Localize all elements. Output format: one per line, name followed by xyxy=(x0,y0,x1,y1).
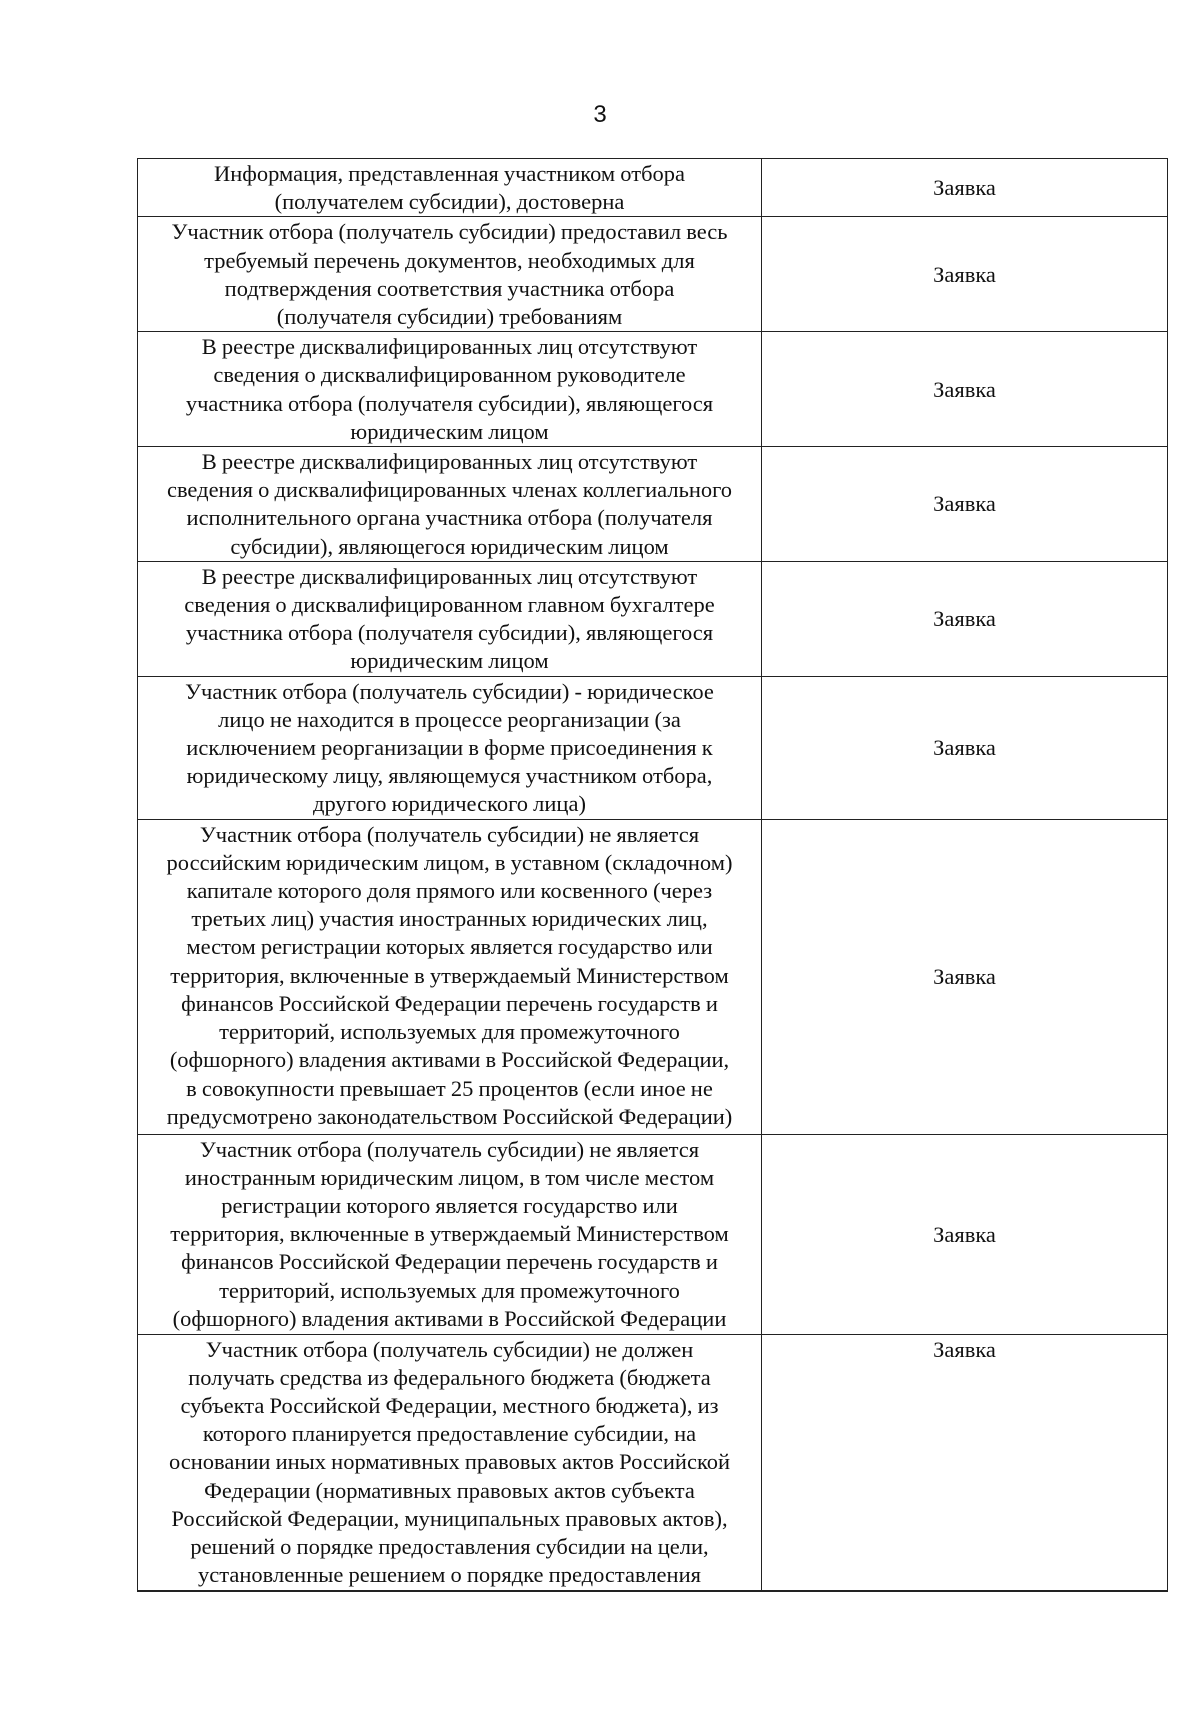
source-cell: Заявка xyxy=(762,447,1168,562)
requirement-line: финансов Российской Федерации перечень государств и xyxy=(181,1249,718,1275)
requirement-cell xyxy=(138,217,762,332)
table-row xyxy=(138,819,1168,1134)
requirement-line: Участник отбора (получатель субсидии) предоставил весь xyxy=(171,219,728,245)
requirement-line: основании иных нормативных правовых актов Российской xyxy=(168,1449,731,1475)
requirement-line: Участник отбора (получатель субсидии) не является xyxy=(199,1136,700,1162)
requirement-line: участника отбора (получателя субсидии), являющегося xyxy=(185,620,714,646)
requirement-cell xyxy=(138,1334,762,1591)
source-cell: Заявка xyxy=(762,1134,1168,1334)
requirement-cell xyxy=(138,332,762,447)
requirement-line: регистрации которого является государство или xyxy=(221,1193,678,1219)
requirement-line: установленные решением о порядке предоставления xyxy=(198,1562,701,1588)
requirement-line: юридическим лицом xyxy=(350,648,549,674)
requirement-line: получать средства из федерального бюджета (бюджета xyxy=(188,1364,711,1390)
requirement-line: сведения о дисквалифицированных членах коллегиального xyxy=(166,477,733,503)
source-cell: Заявка xyxy=(762,217,1168,332)
requirement-line: решений о порядке предоставления субсидии на цели, xyxy=(190,1534,709,1560)
table-row xyxy=(138,676,1168,819)
requirement-line: (получателем субсидии), достоверна xyxy=(274,189,625,215)
table-row xyxy=(138,561,1168,676)
requirement-line: В реестре дисквалифицированных лиц отсутствуют xyxy=(201,563,698,589)
requirement-line: финансов Российской Федерации перечень государств и xyxy=(181,990,718,1016)
requirement-line: участника отбора (получателя субсидии), являющегося xyxy=(185,390,714,416)
requirement-line: требуемый перечень документов, необходимых для xyxy=(204,247,695,273)
requirement-line: исполнительного органа участника отбора (получателя xyxy=(186,505,713,531)
requirement-line: (офшорного) владения активами в Российской Федерации, xyxy=(169,1047,730,1073)
requirement-line: исключением реорганизации в форме присоединения к xyxy=(186,735,713,761)
requirement-line: В реестре дисквалифицированных лиц отсутствуют xyxy=(201,334,698,360)
source-cell: Заявка xyxy=(762,676,1168,819)
requirement-line: В реестре дисквалифицированных лиц отсутствуют xyxy=(201,449,698,475)
source-cell: Заявка xyxy=(762,819,1168,1134)
requirement-line: Информация, представленная участником отбора xyxy=(213,161,686,186)
page-number: 3 xyxy=(593,101,607,128)
requirement-line: субсидии), являющегося юридическим лицом xyxy=(230,533,669,559)
requirement-line: Участник отбора (получатель субсидии) не должен xyxy=(205,1336,694,1362)
source-cell: Заявка xyxy=(762,332,1168,447)
requirement-line: Российской Федерации, муниципальных правовых актов), xyxy=(171,1505,728,1531)
requirement-line: юридическим лицом xyxy=(350,418,549,444)
source-cell: Заявка xyxy=(762,159,1168,217)
requirement-line: субъекта Российской Федерации, местного бюджета), из xyxy=(180,1393,719,1419)
requirement-cell xyxy=(138,1134,762,1334)
table-row xyxy=(138,332,1168,447)
requirement-cell xyxy=(138,159,762,217)
requirement-line: территорий, используемых для промежуточного xyxy=(219,1277,680,1303)
requirement-line: территорий, используемых для промежуточного xyxy=(219,1019,680,1045)
requirement-cell xyxy=(138,676,762,819)
requirement-line: предусмотрено законодательством Российской Федерации) xyxy=(166,1103,733,1129)
requirement-line: юридическому лицу, являющемуся участником отбора, xyxy=(186,763,713,789)
requirement-line: сведения о дисквалифицированном главном бухгалтере xyxy=(184,592,715,618)
requirement-line: подтверждения соответствия участника отбора xyxy=(224,275,675,301)
requirement-line: лицо не находится в процессе реорганизации (за xyxy=(218,706,681,732)
requirement-line: которого планируется предоставление субсидии, на xyxy=(202,1421,697,1447)
requirement-line: сведения о дисквалифицированном руководителе xyxy=(213,362,686,388)
requirements-table xyxy=(137,158,1168,1592)
table-row xyxy=(138,217,1168,332)
requirement-line: российским юридическим лицом, в уставном (складочном) xyxy=(166,849,733,875)
requirement-line: Участник отбора (получатель субсидии) не является xyxy=(199,821,700,847)
requirement-line: территория, включенные в утверждаемый Министерством xyxy=(170,962,729,988)
table-row xyxy=(138,1334,1168,1591)
requirement-cell xyxy=(138,561,762,676)
table-row xyxy=(138,1134,1168,1334)
requirement-cell xyxy=(138,447,762,562)
requirement-line: иностранным юридическим лицом, в том числе местом xyxy=(184,1164,715,1190)
source-cell: Заявка xyxy=(762,561,1168,676)
requirement-line: территория, включенные в утверждаемый Министерством xyxy=(170,1221,729,1247)
requirement-line: Федерации (нормативных правовых актов субъекта xyxy=(204,1477,695,1503)
requirement-line: капитале которого доля прямого или косвенного (через xyxy=(186,878,713,904)
requirement-line: местом регистрации которых является государство или xyxy=(186,934,713,960)
source-cell: Заявка xyxy=(762,1334,1168,1591)
requirement-line: Участник отбора (получатель субсидии) - юридическое xyxy=(185,678,714,704)
requirement-line: третьих лиц) участия иностранных юридических лиц, xyxy=(191,906,708,932)
requirement-cell xyxy=(138,819,762,1134)
requirement-line: другого юридического лица) xyxy=(313,791,586,817)
table-row xyxy=(138,159,1168,217)
table-row xyxy=(138,447,1168,562)
requirement-line: (получателя субсидии) требованиям xyxy=(276,304,623,330)
requirement-line: (офшорного) владения активами в Российской Федерации xyxy=(172,1305,727,1331)
requirement-line: в совокупности превышает 25 процентов (если иное не xyxy=(186,1075,713,1101)
